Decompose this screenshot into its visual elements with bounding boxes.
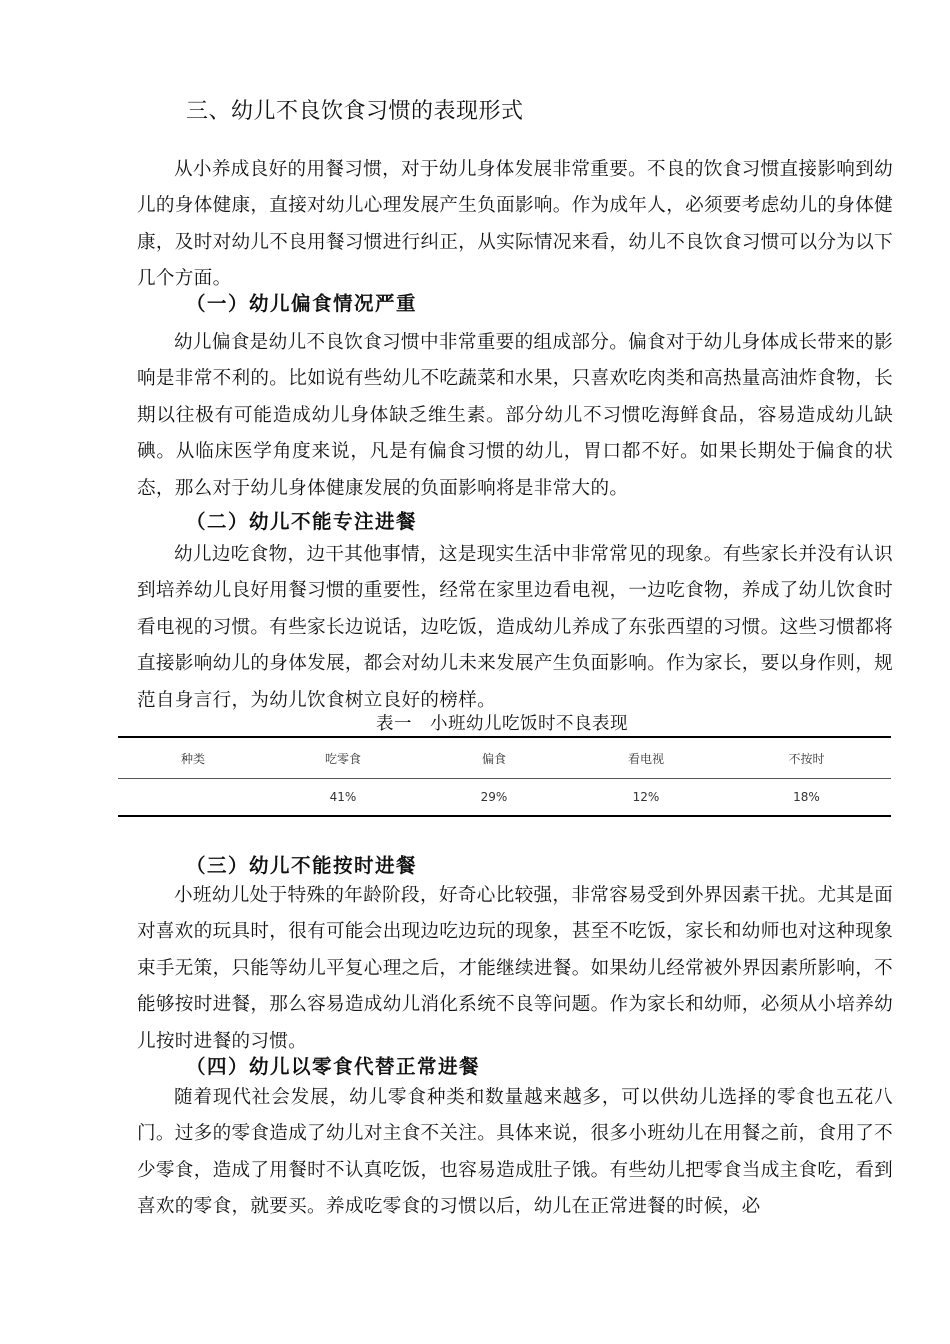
intro-paragraph: 从小养成良好的用餐习惯，对于幼儿身体发展非常重要。不良的饮食习惯直接影响到幼儿的身体健康，直接对幼儿心理发展产生负面影响。作为成年人，必须要考虑幼儿的身体健康，及时对幼儿不良用餐习惯进行纠正，从实际情况来看，幼儿不良饮食习惯可以分为以下几个方面。 (137, 159, 893, 290)
subsection-heading-2: （二）幼儿不能专注进餐 (186, 510, 418, 533)
table-header-cell: 种类 (118, 737, 268, 779)
subsection-body-3: 小班幼儿处于特殊的年龄阶段，好奇心比较强，非常容易受到外界因素干扰。尤其是面对喜欢的玩具时，很有可能会出现边吃边玩的现象，甚至不吃饭，家长和幼师也对这种现象束手无策，只能等幼儿平复心理之后，才能继续进餐。如果幼儿经常被外界因素所影响，不能够按时进餐，那么容易造成幼儿消化系统不良等问题。作为家长和幼师，必须从小培养幼儿按时进餐的习惯。 (137, 885, 893, 1052)
subsection-body-4: 随着现代社会发展，幼儿零食种类和数量越来越多，可以供幼儿选择的零食也五花八门。过多的零食造成了幼儿对主食不关注。具体来说，很多小班幼儿在用餐之前，食用了不少零食，造成了用餐时不认真吃饭，也容易造成肚子饿。有些幼儿把零食当成主食吃，看到喜欢的零食，就要买。养成吃零食的习惯以后，幼儿在正常进餐的时候，必 (137, 1087, 893, 1218)
subsection-heading-3: （三）幼儿不能按时进餐 (186, 854, 418, 877)
table-header-cell: 看电视 (570, 737, 722, 779)
table-header-row (118, 737, 891, 779)
table-header-cell: 偏食 (418, 737, 570, 779)
table-cell: 12% (570, 779, 722, 817)
table-row (118, 779, 891, 817)
table-header-cell: 吃零食 (268, 737, 418, 779)
subsection-heading-1: （一）幼儿偏食情况严重 (186, 292, 418, 315)
table-header-cell: 不按时 (722, 737, 891, 779)
table-cell: 29% (418, 779, 570, 817)
data-table (118, 736, 891, 817)
table-cell (118, 779, 268, 817)
subsection-body-2: 幼儿边吃食物，边干其他事情，这是现实生活中非常常见的现象。有些家长并没有认识到培养幼儿良好用餐习惯的重要性，经常在家里边看电视，一边吃食物，养成了幼儿饮食时看电视的习惯。有些家长边说话，边吃饭，造成幼儿养成了东张西望的习惯。这些习惯都将直接影响幼儿的身体发展，都会对幼儿未来发展产生负面影响。作为家长，要以身作则，规范自身言行，为幼儿饮食树立良好的榜样。 (137, 544, 893, 711)
table-cell: 18% (722, 779, 891, 817)
table-cell: 41% (268, 779, 418, 817)
subsection-heading-4: （四）幼儿以零食代替正常进餐 (186, 1055, 481, 1078)
section-title: 三、幼儿不良饮食习惯的表现形式 (186, 99, 524, 124)
subsection-body-1: 幼儿偏食是幼儿不良饮食习惯中非常重要的组成部分。偏食对于幼儿身体成长带来的影响是非常不利的。比如说有些幼儿不吃蔬菜和水果，只喜欢吃肉类和高热量高油炸食物，长期以往极有可能造成幼儿身体缺乏维生素。部分幼儿不习惯吃海鲜食品，容易造成幼儿缺碘。从临床医学角度来说，凡是有偏食习惯的幼儿，胃口都不好。如果长期处于偏食的状态，那么对于幼儿身体健康发展的负面影响将是非常大的。 (137, 332, 893, 499)
table-caption: 表一 小班幼儿吃饭时不良表现 (376, 714, 628, 734)
